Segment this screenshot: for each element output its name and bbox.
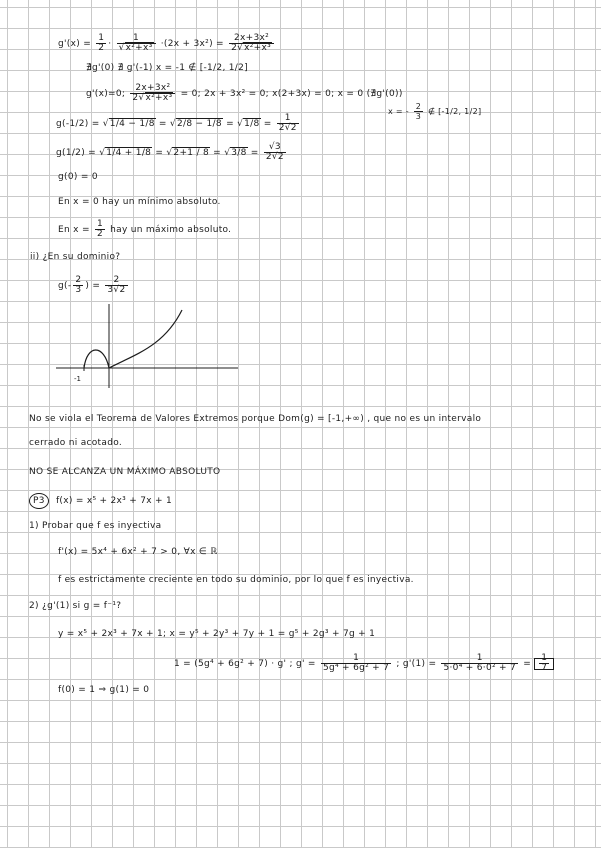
equals: =	[250, 148, 259, 158]
inverse-substitution-line	[58, 628, 375, 640]
fraction	[321, 654, 391, 673]
text: f(0) = 1 ⇒ g(1) = 0	[58, 685, 150, 695]
text: ∉ [-1/2, 1/2]	[428, 107, 482, 116]
derivative-formula-line: g'(x) = $\frac{1}{2}$ · $\frac{1}{\text{√x²+x³}}$ ·(2x + 3x²) = $\frac{\text{2x+3x²}}{\text{2√x²+x³}}$	[58, 34, 276, 53]
text: ∄g'(0) ∄ g'(-1) x = -1 ∉ [-1/2, 1/2]	[86, 63, 248, 73]
denominator: 2√2	[278, 123, 297, 133]
equals: =	[158, 119, 167, 129]
numerator: 1	[96, 219, 103, 229]
text: f'(x) = 5x⁴ + 6x² + 7 > 0, ∀x ∈ ℝ	[58, 547, 218, 557]
minimum-statement	[58, 196, 221, 208]
text: ii) ¿En su dominio?	[30, 252, 121, 262]
text: g(0) = 0	[58, 172, 98, 182]
text: En x =	[58, 225, 90, 235]
text: g(1/2) =	[56, 148, 97, 158]
critical-point-excluded	[388, 102, 481, 121]
part-2-heading	[29, 600, 121, 612]
critical-points-line	[86, 84, 403, 103]
curve-right-branch	[109, 310, 182, 368]
fraction	[264, 143, 286, 162]
denominator: 3	[415, 112, 422, 121]
radicand: 3/8	[231, 148, 247, 158]
numerator: 2x+3x²	[229, 34, 274, 44]
evaluation-zero	[58, 171, 98, 183]
radicand: 1/4 + 1/8	[106, 148, 152, 158]
text: f es estrictamente creciente en todo su dominio, por lo que f es inyectiva.	[58, 575, 414, 585]
text: 2) ¿g'(1) si g = f⁻¹?	[29, 601, 122, 611]
text: ; g'(1) =	[396, 659, 437, 669]
nonexistence-line	[86, 62, 248, 74]
text: =	[523, 659, 532, 669]
denominator: 3	[75, 285, 82, 295]
equals: =	[213, 148, 222, 158]
root-sign: √	[166, 148, 173, 158]
radicand: 2+1 / 8	[173, 148, 209, 158]
coefficient: 2	[132, 93, 139, 103]
denominator: 5g⁴ + 6g² + 7	[322, 663, 390, 673]
theorem-explanation-continued	[29, 437, 122, 449]
fraction	[414, 102, 423, 121]
root-sign: √	[99, 148, 106, 158]
denominator: 7	[541, 663, 548, 673]
fraction	[105, 276, 127, 295]
text: NO SE ALCANZA UN MÁXIMO ABSOLUTO	[29, 467, 221, 477]
equals: =	[226, 119, 234, 129]
text: g'(x) =	[58, 39, 92, 49]
denominator: 3√2	[107, 285, 126, 295]
denominator	[130, 94, 175, 103]
fraction	[130, 84, 175, 103]
numerator: 1	[98, 33, 105, 43]
text: f(x) = x⁵ + 2x³ + 7x + 1	[55, 496, 173, 506]
inverse-derivative-line	[174, 654, 554, 673]
root-sign: √	[102, 119, 109, 129]
evaluation-negative-half	[56, 114, 301, 133]
denominator: 2	[96, 229, 103, 239]
text: x = -	[388, 107, 409, 116]
text: 1) Probar que f es inyectiva	[29, 521, 162, 531]
numerator: √3	[264, 143, 286, 153]
text: ) =	[85, 281, 101, 291]
conclusion-heading	[29, 466, 220, 478]
derivative-positive-line	[58, 546, 218, 558]
evaluation-positive-half	[56, 143, 288, 162]
denominator: 2	[98, 43, 105, 53]
root-sign: √	[237, 119, 244, 129]
fraction	[277, 114, 299, 133]
radicand: x²+x³	[125, 43, 153, 53]
text: No se viola el Teorema de Valores Extremos porque Dom(g) = [-1,+∞) , que no es un intervalo	[29, 414, 482, 424]
text: ·(2x + 3x²) =	[160, 39, 224, 49]
radicand: x²+x³	[244, 43, 272, 53]
numerator: 2x+3x²	[130, 84, 175, 94]
equals: =	[263, 119, 272, 129]
maximum-statement	[58, 220, 231, 239]
text: 1 = (5g⁴ + 6g² + 7) · g' ; g' =	[174, 659, 316, 669]
numerator: 2	[415, 102, 422, 111]
equals: =	[155, 148, 164, 158]
fraction	[441, 654, 518, 673]
problem-badge: P3	[29, 493, 49, 509]
function-graph	[56, 302, 256, 392]
root-sign: √	[237, 43, 244, 53]
radicand: 2/8 − 1/8	[176, 119, 222, 129]
fraction	[539, 654, 549, 673]
initial-value-line	[58, 684, 149, 696]
fraction	[96, 34, 106, 53]
domain-question	[30, 251, 120, 263]
denominator	[117, 44, 156, 53]
text: = 0; 2x + 3x² = 0; x(2+3x) = 0; x = 0 (∄g'(0))	[180, 89, 403, 99]
radicand: 1/4 − 1/8	[109, 119, 155, 129]
curve-left-bump	[84, 350, 109, 368]
evaluation-two-thirds	[58, 276, 130, 295]
root-sign: √	[169, 119, 176, 129]
text: y = x⁵ + 2x³ + 7x + 1; x = y⁵ + 2y³ + 7y + 1 = g⁵ + 2g³ + 7g + 1	[58, 629, 376, 639]
fraction	[95, 220, 105, 239]
denominator: 2√2	[265, 152, 284, 162]
numerator: 1	[117, 34, 156, 44]
denominator	[229, 44, 274, 53]
root-sign: √	[224, 148, 231, 158]
radicand: x²+x³	[145, 93, 173, 103]
numerator: 1	[441, 654, 518, 664]
text: g(-1/2) =	[56, 119, 100, 129]
text: cerrado ni acotado.	[29, 438, 123, 448]
text: En x = 0 hay un mínimo absoluto.	[58, 197, 221, 207]
fraction	[229, 34, 274, 53]
numerator: 2	[75, 275, 82, 285]
root-sign: √	[138, 93, 145, 103]
numerator: 1	[277, 114, 299, 124]
part-1-heading	[29, 520, 161, 532]
numerator: 1	[541, 653, 548, 663]
injectivity-conclusion	[58, 574, 414, 586]
numerator: 1	[321, 654, 391, 664]
denominator: 5·0⁴ + 6·0² + 7	[443, 663, 517, 673]
radicand: 1/8	[244, 119, 260, 129]
fraction	[73, 276, 83, 295]
numerator: 2	[105, 276, 127, 286]
tick-label: -1	[74, 375, 81, 383]
text: g'(x)=0;	[86, 89, 126, 99]
text: hay un máximo absoluto.	[110, 225, 232, 235]
final-answer-box	[534, 653, 554, 673]
fraction	[117, 34, 156, 53]
theorem-explanation	[29, 413, 481, 425]
text: g(-	[58, 281, 72, 291]
problem-3-header	[29, 493, 172, 509]
root-sign: √	[118, 43, 125, 53]
coefficient: 2	[231, 43, 238, 53]
